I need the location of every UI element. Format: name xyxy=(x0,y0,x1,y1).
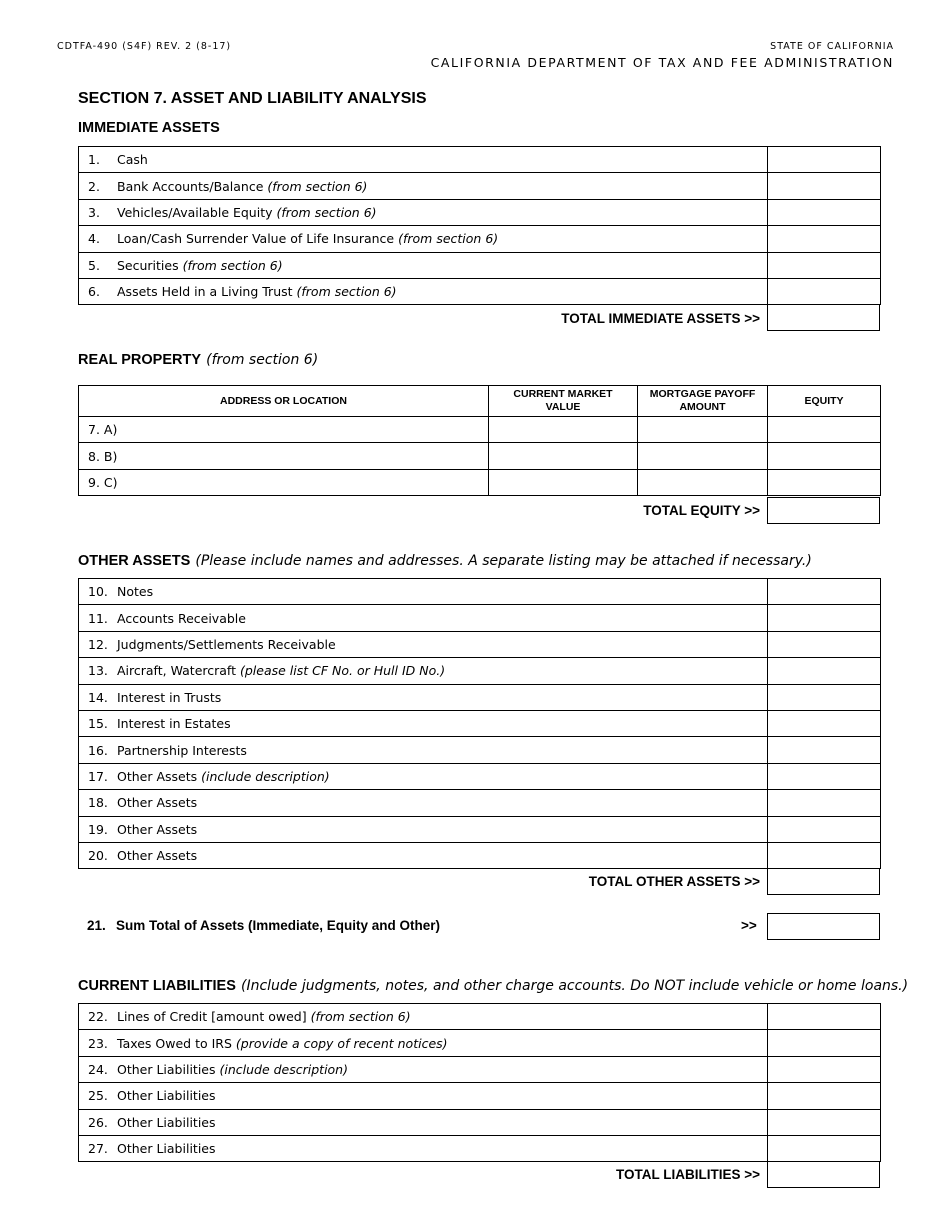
immediate-asset-row-text: Bank Accounts/Balance xyxy=(117,178,268,194)
immediate-asset-row-label xyxy=(79,147,768,173)
liability-row xyxy=(79,1056,881,1082)
liability-row-text: Other Liabilities xyxy=(117,1088,216,1104)
immediate-asset-row-number: 2. xyxy=(88,178,100,194)
real-property-address-field[interactable]: 7. A) xyxy=(79,417,489,443)
other-asset-row-amount-field[interactable] xyxy=(768,842,881,868)
other-asset-row-amount-field[interactable] xyxy=(768,631,881,657)
immediate-asset-row-note: (from section 6) xyxy=(267,178,368,194)
real-property-row xyxy=(79,469,881,495)
other-asset-row-text: Notes xyxy=(117,584,154,600)
immediate-asset-row xyxy=(79,173,881,199)
immediate-asset-row-number: 4. xyxy=(88,231,100,247)
liability-row-label xyxy=(79,1083,768,1109)
total-liabilities-field[interactable] xyxy=(767,1161,880,1188)
other-asset-row-label xyxy=(79,842,768,868)
immediate-asset-row-number: 6. xyxy=(88,284,100,300)
other-asset-row xyxy=(79,658,881,684)
other-asset-row-text: Other Assets xyxy=(117,768,202,784)
liability-row-text: Other Liabilities xyxy=(117,1141,216,1157)
other-asset-row-label xyxy=(79,631,768,657)
sum-total-row xyxy=(87,918,440,933)
total-immediate-label: TOTAL IMMEDIATE ASSETS >> xyxy=(561,311,760,326)
real-property-row xyxy=(79,417,881,443)
real-property-equity-field[interactable] xyxy=(768,469,881,495)
immediate-asset-row-amount-field[interactable] xyxy=(768,199,881,225)
other-asset-row-number: 10. xyxy=(88,584,108,600)
other-asset-row-text: Judgments/Settlements Receivable xyxy=(117,636,336,652)
immediate-asset-row xyxy=(79,252,881,278)
other-asset-row-number: 11. xyxy=(88,610,108,626)
immediate-asset-row-text: Assets Held in a Living Trust xyxy=(117,284,297,300)
other-assets-heading xyxy=(78,550,812,569)
real-property-note: (from section 6) xyxy=(206,352,319,368)
liability-row xyxy=(79,1083,881,1109)
other-asset-row-note: (please list CF No. or Hull ID No.) xyxy=(240,663,446,679)
other-asset-row-text: Partnership Interests xyxy=(117,742,247,758)
liability-row-number: 23. xyxy=(88,1035,108,1051)
liability-row-label xyxy=(79,1004,768,1030)
immediate-asset-row-text: Loan/Cash Surrender Value of Life Insurance xyxy=(117,231,399,247)
sum-total-label: Sum Total of Assets (Immediate, Equity and Other) xyxy=(116,918,441,933)
other-asset-row-label xyxy=(79,816,768,842)
liability-row-label xyxy=(79,1135,768,1161)
other-asset-row-number: 17. xyxy=(88,768,108,784)
immediate-asset-row-text: Cash xyxy=(117,152,148,168)
other-asset-row-label xyxy=(79,763,768,789)
immediate-asset-row-number: 5. xyxy=(88,257,100,273)
immediate-asset-row-text: Vehicles/Available Equity xyxy=(117,204,277,220)
liability-row-text: Other Liabilities xyxy=(117,1061,220,1077)
liability-row-text: Other Liabilities xyxy=(117,1114,216,1130)
real-property-market-value-field[interactable] xyxy=(489,417,638,443)
other-asset-row-number: 16. xyxy=(88,742,108,758)
other-asset-row xyxy=(79,737,881,763)
liability-row-note: (from section 6) xyxy=(310,1009,411,1025)
real-property-market-value-field[interactable] xyxy=(489,469,638,495)
immediate-asset-row xyxy=(79,199,881,225)
liability-row-number: 27. xyxy=(88,1141,108,1157)
real-property-mortgage-field[interactable] xyxy=(638,417,768,443)
other-asset-row-label xyxy=(79,579,768,605)
real-property-mortgage-field[interactable] xyxy=(638,469,768,495)
other-asset-row-label xyxy=(79,737,768,763)
liability-row-amount-field[interactable] xyxy=(768,1083,881,1109)
liability-row-number: 24. xyxy=(88,1061,108,1077)
immediate-asset-row-label xyxy=(79,199,768,225)
other-assets-table xyxy=(78,578,881,869)
other-asset-row-number: 20. xyxy=(88,848,108,864)
immediate-asset-row-amount-field[interactable] xyxy=(768,252,881,278)
immediate-asset-row-label xyxy=(79,278,768,304)
other-asset-row xyxy=(79,842,881,868)
other-asset-row-label xyxy=(79,790,768,816)
other-asset-row xyxy=(79,684,881,710)
other-asset-row-number: 15. xyxy=(88,716,108,732)
total-other-label: TOTAL OTHER ASSETS >> xyxy=(588,874,760,889)
immediate-asset-row-note: (from section 6) xyxy=(182,257,283,273)
immediate-asset-row xyxy=(79,147,881,173)
liability-row-text: Taxes Owed to IRS xyxy=(117,1035,236,1051)
market-value-header-line1: CURRENT MARKET xyxy=(513,388,613,400)
liability-row-number: 22. xyxy=(88,1009,108,1025)
immediate-asset-row-amount-field[interactable] xyxy=(768,278,881,304)
sum-total-field[interactable] xyxy=(767,913,880,940)
liability-row-label xyxy=(79,1030,768,1056)
other-asset-row-text: Aircraft, Watercraft xyxy=(117,663,240,679)
state-label: STATE OF CALIFORNIA xyxy=(770,41,894,52)
other-asset-row-number: 19. xyxy=(88,821,108,837)
other-asset-row-amount-field[interactable] xyxy=(768,684,881,710)
real-property-equity-field[interactable] xyxy=(768,417,881,443)
liabilities-table xyxy=(78,1003,881,1162)
liability-row xyxy=(79,1109,881,1135)
other-asset-row-text: Accounts Receivable xyxy=(117,610,246,626)
other-asset-row-number: 12. xyxy=(88,636,108,652)
immediate-asset-row-label xyxy=(79,252,768,278)
other-asset-row-amount-field[interactable] xyxy=(768,763,881,789)
real-property-row xyxy=(79,443,881,469)
total-equity-label: TOTAL EQUITY >> xyxy=(643,503,760,518)
liability-row xyxy=(79,1030,881,1056)
immediate-asset-row xyxy=(79,278,881,304)
immediate-asset-row-note: (from section 6) xyxy=(398,231,499,247)
immediate-asset-row-amount-field[interactable] xyxy=(768,173,881,199)
liability-row-amount-field[interactable] xyxy=(768,1030,881,1056)
real-property-market-value-field[interactable] xyxy=(489,443,638,469)
other-asset-row-amount-field[interactable] xyxy=(768,605,881,631)
other-asset-row-note: (include description) xyxy=(201,768,330,784)
real-property-table xyxy=(78,385,881,496)
other-asset-row-number: 18. xyxy=(88,795,108,811)
other-asset-row-text: Other Assets xyxy=(117,821,198,837)
other-asset-row-amount-field[interactable] xyxy=(768,710,881,736)
real-property-address-field[interactable]: 8. B) xyxy=(79,443,489,469)
other-asset-row-amount-field[interactable] xyxy=(768,737,881,763)
total-equity-field[interactable] xyxy=(767,497,880,524)
other-assets-title: OTHER ASSETS xyxy=(78,553,191,569)
real-property-heading xyxy=(78,349,318,368)
liabilities-heading xyxy=(78,975,908,994)
total-immediate-field[interactable] xyxy=(767,304,880,331)
total-liabilities-label: TOTAL LIABILITIES >> xyxy=(615,1167,760,1182)
other-asset-row xyxy=(79,816,881,842)
immediate-asset-row-amount-field[interactable] xyxy=(768,226,881,252)
other-asset-row xyxy=(79,710,881,736)
liability-row-note: (provide a copy of recent notices) xyxy=(235,1035,448,1051)
immediate-asset-row-label xyxy=(79,226,768,252)
section-title: SECTION 7. ASSET AND LIABILITY ANALYSIS xyxy=(78,90,427,107)
other-asset-row-number: 13. xyxy=(88,663,108,679)
mortgage-header-line1: MORTGAGE PAYOFF xyxy=(649,388,756,400)
other-asset-row-amount-field[interactable] xyxy=(768,579,881,605)
liability-row-number: 26. xyxy=(88,1114,108,1130)
liability-row-amount-field[interactable] xyxy=(768,1004,881,1030)
total-other-field[interactable] xyxy=(767,868,880,895)
other-asset-row-amount-field[interactable] xyxy=(768,658,881,684)
other-asset-row-amount-field[interactable] xyxy=(768,790,881,816)
liability-row-number: 25. xyxy=(88,1088,108,1104)
other-assets-note: (Please include names and addresses. A separate listing may be attached if necessary.) xyxy=(195,553,812,569)
liability-row-amount-field[interactable] xyxy=(768,1135,881,1161)
liability-row-amount-field[interactable] xyxy=(768,1056,881,1082)
liability-row-label xyxy=(79,1056,768,1082)
other-asset-row xyxy=(79,790,881,816)
liability-row xyxy=(79,1004,881,1030)
other-asset-row-text: Other Assets xyxy=(117,795,198,811)
equity-header: EQUITY xyxy=(768,386,881,417)
mortgage-header-line2: AMOUNT xyxy=(679,401,726,413)
other-asset-row-text: Interest in Estates xyxy=(117,716,231,732)
other-asset-row-label xyxy=(79,658,768,684)
immediate-asset-row xyxy=(79,226,881,252)
other-asset-row-label xyxy=(79,710,768,736)
liability-row xyxy=(79,1135,881,1161)
immediate-assets-table xyxy=(78,146,881,305)
immediate-assets-title: IMMEDIATE ASSETS xyxy=(78,120,220,136)
liabilities-note: (Include judgments, notes, and other charge accounts. Do NOT include vehicle or home loans.) xyxy=(240,978,909,994)
real-property-mortgage-field[interactable] xyxy=(638,443,768,469)
real-property-equity-field[interactable] xyxy=(768,443,881,469)
form-id: CDTFA-490 (S4F) REV. 2 (8-17) xyxy=(57,41,232,52)
other-asset-row xyxy=(79,631,881,657)
other-asset-row-number: 14. xyxy=(88,689,108,705)
immediate-asset-row-number: 1. xyxy=(88,152,100,168)
department-label: CALIFORNIA DEPARTMENT OF TAX AND FEE ADMINISTRATION xyxy=(430,55,894,70)
market-value-header xyxy=(489,386,638,417)
liabilities-title: CURRENT LIABILITIES xyxy=(78,978,236,994)
immediate-asset-row-note: (from section 6) xyxy=(276,204,377,220)
liability-row-label xyxy=(79,1109,768,1135)
address-header: ADDRESS OR LOCATION xyxy=(79,386,489,417)
other-asset-row-label xyxy=(79,684,768,710)
other-asset-row-text: Interest in Trusts xyxy=(117,689,222,705)
immediate-asset-row-label xyxy=(79,173,768,199)
immediate-asset-row-number: 3. xyxy=(88,204,100,220)
market-value-header-line2: VALUE xyxy=(545,401,581,413)
liability-row-note: (include description) xyxy=(219,1061,348,1077)
immediate-asset-row-amount-field[interactable] xyxy=(768,147,881,173)
liability-row-amount-field[interactable] xyxy=(768,1109,881,1135)
other-asset-row xyxy=(79,763,881,789)
other-asset-row xyxy=(79,579,881,605)
mortgage-header xyxy=(638,386,768,417)
other-asset-row-text: Other Assets xyxy=(117,848,198,864)
real-property-address-field[interactable]: 9. C) xyxy=(79,469,489,495)
sum-total-arrows: >> xyxy=(741,918,757,933)
sum-total-number: 21. xyxy=(87,918,106,933)
real-property-title: REAL PROPERTY xyxy=(78,352,202,368)
immediate-asset-row-text: Securities xyxy=(117,257,183,273)
immediate-asset-row-note: (from section 6) xyxy=(296,284,397,300)
other-asset-row-amount-field[interactable] xyxy=(768,816,881,842)
other-asset-row-label xyxy=(79,605,768,631)
liability-row-text: Lines of Credit [amount owed] xyxy=(117,1009,311,1025)
other-asset-row xyxy=(79,605,881,631)
